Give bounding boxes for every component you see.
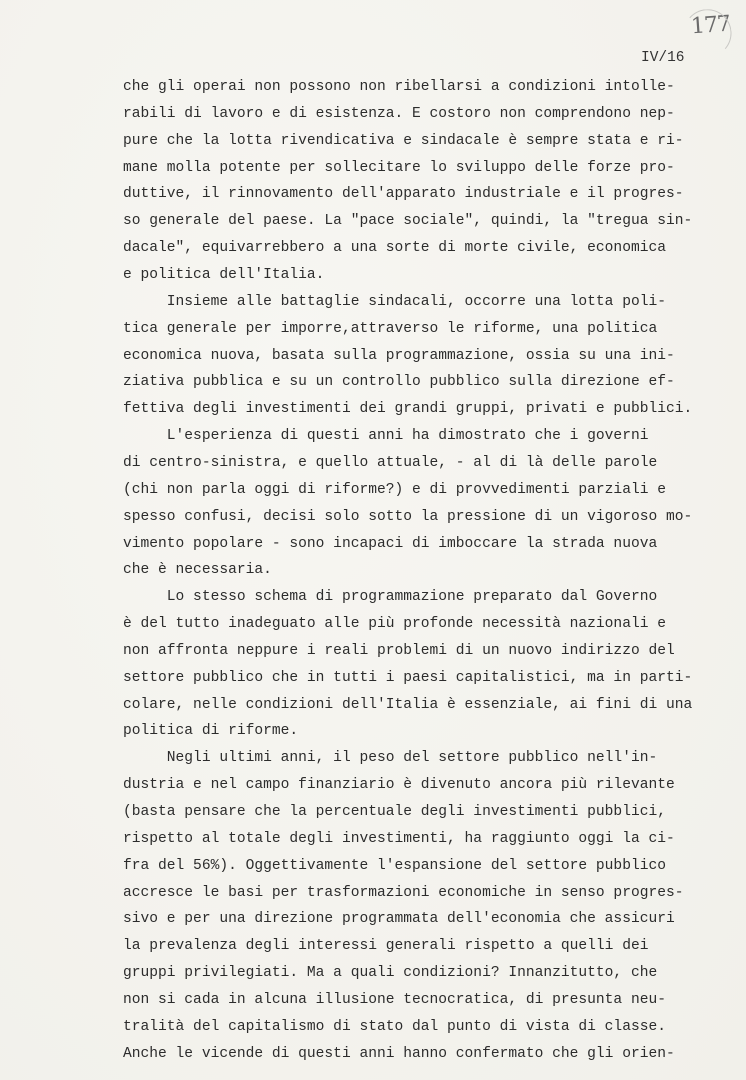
- text-line: Insieme alle battaglie sindacali, occorre una lotta poli-: [123, 293, 666, 310]
- text-line: economica nuova, basata sulla programmazione, ossia su una ini-: [123, 347, 675, 364]
- text-line: (basta pensare che la percentuale degli investimenti pubblici,: [123, 804, 666, 820]
- text-line: dustria e nel campo finanziario è divenuto ancora più rilevante: [123, 777, 675, 794]
- text-line: gruppi privilegiati. Ma a quali condizioni? Innanzitutto, che: [123, 965, 658, 982]
- text-line: mane molla potente per sollecitare lo sviluppo delle forze pro-: [123, 159, 675, 176]
- text-line: politica di riforme.: [123, 723, 299, 740]
- text-line: L'esperienza di questi anni ha dimostrato che i governi: [123, 428, 649, 445]
- text-line: non si cada in alcuna illusione tecnocratica, di presunta neu-: [123, 991, 666, 1008]
- text-line: pure che la lotta rivendicativa e sindacale è sempre stata e ri-: [123, 132, 684, 149]
- text-line: sivo e per una direzione programmata dell'economia che assicuri: [123, 911, 675, 928]
- page-reference: IV/16: [641, 50, 685, 66]
- text-line: Lo stesso schema di programmazione preparato dal Governo: [123, 589, 658, 606]
- text-line: colare, nelle condizioni dell'Italia è essenziale, ai fini di una: [123, 696, 693, 713]
- text-line: accresce le basi per trasformazioni economiche in senso progres-: [123, 884, 684, 901]
- text-line: fra del 56%). Oggettivamente l'espansione del settore pubblico: [123, 857, 666, 874]
- text-line: (chi non parla oggi di riforme?) e di provvedimenti parziali e: [123, 481, 666, 498]
- text-line: Negli ultimi anni, il peso del settore pubblico nell'in-: [123, 750, 658, 767]
- text-line: fettiva degli investimenti dei grandi gruppi, privati e pubblici.: [123, 401, 693, 418]
- text-line: che è necessaria.: [123, 562, 272, 579]
- text-line: spesso confusi, decisi solo sotto la pressione di un vigoroso mo-: [123, 508, 693, 525]
- text-line: so generale del paese. La "pace sociale", quindi, la "tregua sin-: [123, 213, 693, 230]
- text-line: che gli operai non possono non ribellarsi a condizioni intolle-: [123, 79, 675, 95]
- text-line: e politica dell'Italia.: [123, 267, 325, 283]
- text-line: settore pubblico che in tutti i paesi capitalistici, ma in parti-: [123, 669, 693, 686]
- text-line: dacale", equivarrebbero a una sorte di morte civile, economica: [123, 240, 666, 257]
- text-line: vimento popolare - sono incapaci di imboccare la strada nuova: [123, 535, 658, 552]
- handwritten-page-number: 177: [690, 11, 731, 40]
- text-line: è del tutto inadeguato alle più profonde necessità nazionali e: [123, 616, 666, 632]
- text-line: rabili di lavoro e di esistenza. E costoro non comprendono nep-: [123, 105, 675, 122]
- text-line: Anche le vicende di questi anni hanno confermato che gli orien-: [123, 1045, 675, 1062]
- text-line: di centro-sinistra, e quello attuale, - al di là delle parole: [123, 454, 658, 471]
- text-line: tralità del capitalismo di stato dal punto di vista di classe.: [123, 1018, 666, 1035]
- text-line: tica generale per imporre,attraverso le riforme, una politica: [123, 320, 658, 337]
- text-line: ziativa pubblica e su un controllo pubblico sulla direzione ef-: [123, 374, 675, 391]
- text-line: la prevalenza degli interessi generali rispetto a quelli dei: [123, 938, 649, 955]
- text-line: rispetto al totale degli investimenti, ha raggiunto oggi la ci-: [123, 830, 675, 847]
- text-line: non affronta neppure i reali problemi di un nuovo indirizzo del: [123, 642, 675, 659]
- text-line: duttive, il rinnovamento dell'apparato industriale e il progres-: [123, 186, 684, 203]
